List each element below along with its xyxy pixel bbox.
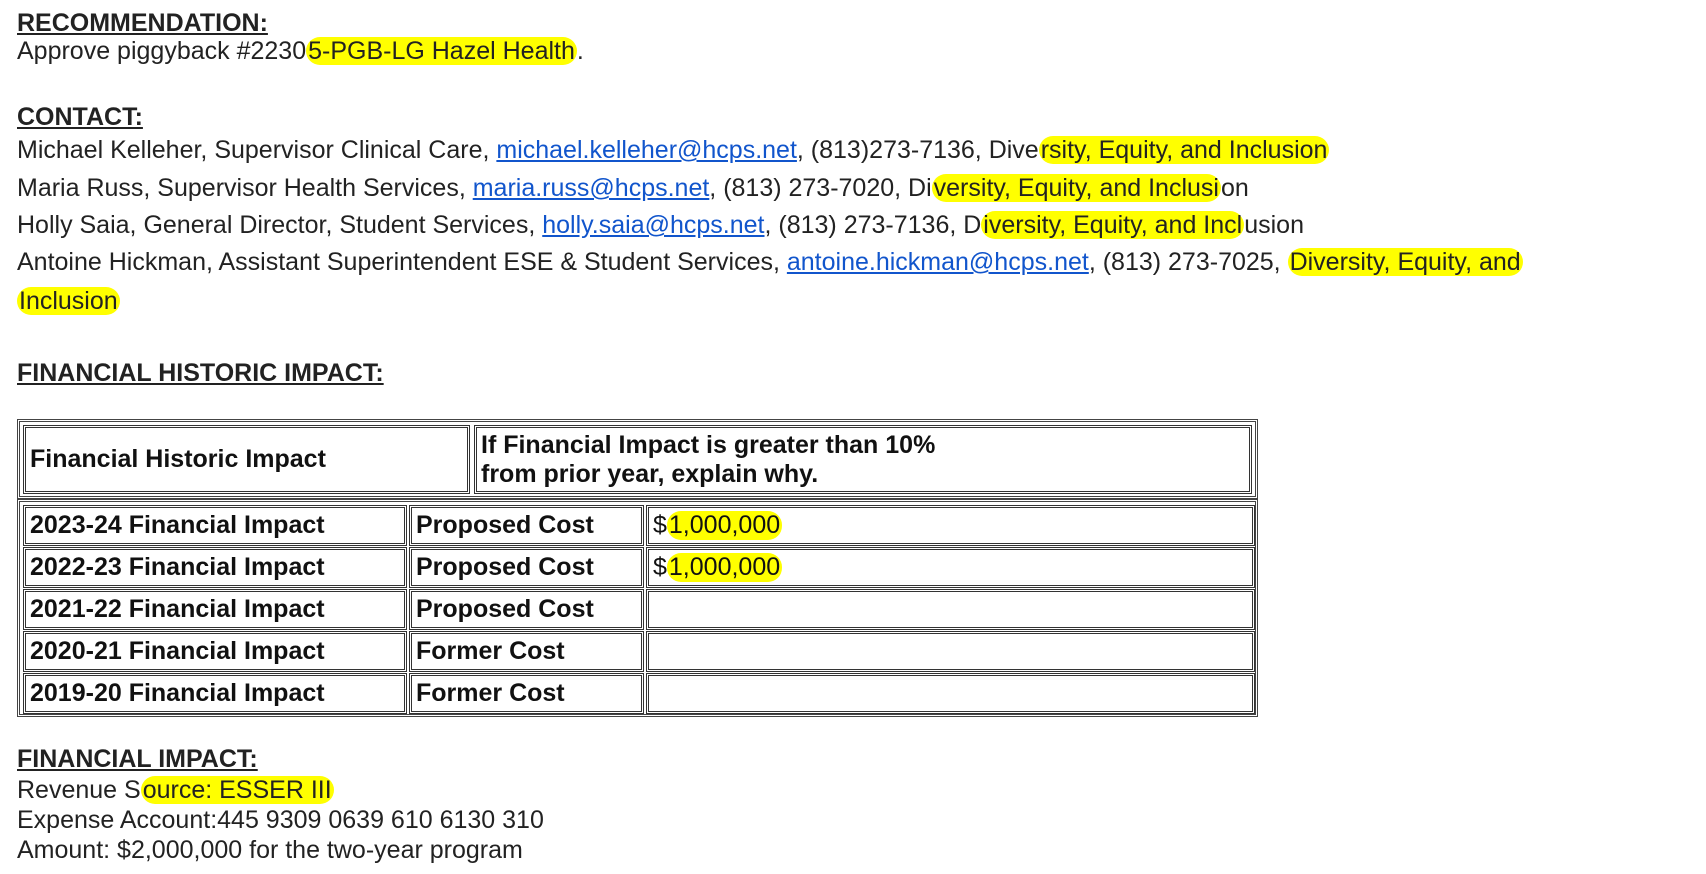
header-left-label: Financial Historic Impact	[30, 445, 326, 473]
header-right-line: from prior year, explain why.	[481, 459, 819, 488]
expense-account: Expense Account:445 9309 0639 610 6130 310	[17, 806, 544, 834]
year-label: 2020-21 Financial Impact	[30, 637, 325, 665]
table-row-type	[409, 589, 644, 630]
cost-type: Proposed Cost	[416, 553, 594, 581]
table-row-type	[409, 505, 644, 546]
revenue-source	[17, 776, 334, 805]
recommendation-text	[17, 37, 584, 66]
table-row-year	[23, 589, 407, 630]
contact-line	[17, 136, 1329, 165]
table-row-year	[23, 505, 407, 546]
contact-dept-tail: usion	[1244, 211, 1304, 239]
historic-header-table	[17, 419, 1258, 499]
header-right-cell	[474, 425, 1252, 494]
cost-type: Former Cost	[416, 679, 565, 707]
table-row-year	[23, 673, 407, 714]
amount-highlight: 1,000,000	[668, 553, 781, 581]
amount-line: Amount: $2,000,000 for the two-year program	[17, 836, 523, 864]
cost-type: Former Cost	[416, 637, 565, 665]
revenue-highlight: ource: ESSER III	[142, 776, 332, 804]
year-label: 2023-24 Financial Impact	[30, 511, 325, 539]
cost-type: Proposed Cost	[416, 595, 594, 623]
contact-name-title: Holly Saia, General Director, Student Services,	[17, 211, 543, 239]
contact-phone: , (813)273-7136, Dive	[796, 136, 1039, 164]
contact-heading: CONTACT:	[17, 103, 143, 131]
recommendation-highlight: 5-PGB-LG Hazel Health	[308, 37, 575, 65]
header-right-line: If Financial Impact is greater than 10%	[481, 430, 936, 459]
table-row-year	[23, 547, 407, 588]
recommendation-heading: RECOMMENDATION:	[17, 9, 268, 37]
table-row-type	[409, 547, 644, 588]
amount-highlight: 1,000,000	[668, 511, 781, 539]
table-row-year	[23, 631, 407, 672]
historic-data-table	[17, 499, 1258, 717]
contact-dept-highlight: versity, Equity, and Inclusi	[933, 174, 1219, 202]
email-link[interactable]: michael.kelleher@hcps.net	[496, 136, 797, 164]
table-row-amount	[646, 631, 1255, 672]
table-row-amount	[646, 505, 1255, 546]
year-label: 2019-20 Financial Impact	[30, 679, 325, 707]
contact-line	[17, 174, 1249, 203]
recommendation-text-post: .	[576, 37, 584, 65]
contact-dept-highlight: Diversity, Equity, and	[1289, 248, 1521, 276]
contact-name-title: Maria Russ, Supervisor Health Services,	[17, 174, 473, 202]
table-row-amount	[646, 589, 1255, 630]
year-label: 2022-23 Financial Impact	[30, 553, 325, 581]
contact-dept-highlight: Inclusion	[19, 287, 118, 315]
revenue-label: Revenue S	[17, 776, 141, 804]
amount-prefix: $	[653, 511, 667, 539]
contact-dept-highlight: rsity, Equity, and Inclusion	[1040, 136, 1328, 164]
contact-name-title: Antoine Hickman, Assistant Superintendent ESE & Student Services,	[17, 248, 787, 276]
table-row-amount	[646, 673, 1255, 714]
contact-line	[17, 211, 1304, 240]
contact-phone: , (813) 273-7025,	[1088, 248, 1288, 276]
email-link[interactable]: antoine.hickman@hcps.net	[786, 248, 1089, 276]
contact-dept-tail: on	[1220, 174, 1249, 202]
amount-prefix: $	[653, 553, 667, 581]
table-row-amount	[646, 547, 1255, 588]
financial-heading: FINANCIAL IMPACT:	[17, 745, 258, 773]
cost-type: Proposed Cost	[416, 511, 594, 539]
recommendation-text-pre: Approve piggyback #2230	[17, 37, 307, 65]
contact-line-wrap	[17, 287, 120, 316]
year-label: 2021-22 Financial Impact	[30, 595, 325, 623]
contact-dept-highlight: iversity, Equity, and Incl	[983, 211, 1243, 239]
table-row-type	[409, 673, 644, 714]
historic-heading: FINANCIAL HISTORIC IMPACT:	[17, 359, 384, 387]
header-left-cell	[23, 425, 470, 494]
email-link[interactable]: holly.saia@hcps.net	[542, 211, 765, 239]
email-link[interactable]: maria.russ@hcps.net	[472, 174, 710, 202]
table-row-type	[409, 631, 644, 672]
contact-phone: , (813) 273-7020, Di	[709, 174, 932, 202]
contact-line	[17, 248, 1523, 277]
contact-phone: , (813) 273-7136, D	[764, 211, 982, 239]
contact-name-title: Michael Kelleher, Supervisor Clinical Care,	[17, 136, 497, 164]
